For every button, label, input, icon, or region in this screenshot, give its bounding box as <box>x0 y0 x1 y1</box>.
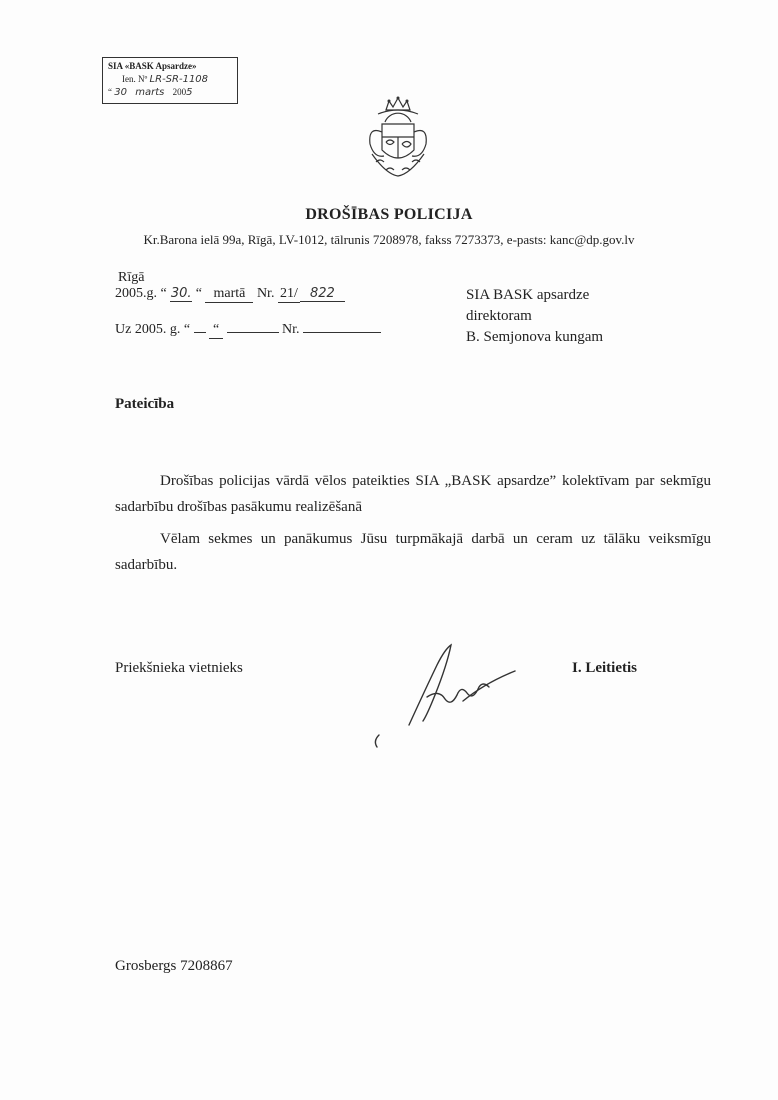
ref-date-quote: “ <box>195 286 202 301</box>
org-name: DROŠĪBAS POLICIJA <box>305 206 473 223</box>
coat-of-arms-icon <box>358 92 438 192</box>
stamp-year-suffix: 5 <box>186 87 193 98</box>
ref-line-2 <box>115 322 381 339</box>
stamp-date-day: 30 <box>114 87 127 98</box>
letter-paragraph-2: Vēlam sekmes un panākumus Jūsu turpmākajā darbā un ceram uz tālāku veiksmīgu sadarbību. <box>115 531 711 573</box>
recipient-title: direktoram <box>466 308 532 324</box>
ref2-nr-blank <box>303 332 381 333</box>
stamp-year-prefix: 200 <box>172 87 187 97</box>
signer-name: I. Leitietis <box>572 660 637 676</box>
stamp-ien-number: LR-SR-1108 <box>149 74 209 85</box>
ref2-prefix: Uz 2005. g. “ <box>115 322 191 337</box>
ref-day: 30. <box>170 286 192 301</box>
signer-role: Priekšnieka vietnieks <box>115 660 243 676</box>
ref-month: martā <box>205 286 253 303</box>
stamp-org: SIA «BASK Apsardze» <box>108 61 197 71</box>
recipient-name: B. Semjonova kungam <box>466 329 604 345</box>
ref2-quote: “ <box>209 322 223 339</box>
ref-nr-prefix: 21/ <box>278 286 300 303</box>
ref2-nr-label: Nr. <box>282 322 300 337</box>
stamp-date-row <box>108 86 232 99</box>
ref-date-prefix: 2005.g. “ <box>115 286 167 301</box>
letter-subject: Pateicība <box>115 396 175 412</box>
stamp-ien-row <box>108 73 232 86</box>
letter-paragraph-1: Drošības policijas vārdā vēlos pateikties SIA „BASK apsardze” kolektīvam par sekmīgu sadarbību drošības pasākumu realizēšanā <box>115 473 711 515</box>
contact-line: Grosbergs 7208867 <box>115 958 233 974</box>
registration-stamp <box>102 57 238 104</box>
recipient-company: SIA BASK apsardze <box>466 287 590 303</box>
stamp-date-quote: “ <box>108 87 112 97</box>
ref2-month-blank <box>227 332 279 333</box>
stamp-date-month: marts <box>135 87 165 98</box>
stamp-ien-label: Ien. Nº <box>122 74 148 84</box>
ref-nr-label: Nr. <box>256 286 275 301</box>
org-address: Kr.Barona ielā 99a, Rīgā, LV-1012, tālrunis 7208978, fakss 7273373, e-pasts: kanc@dp.gov.lv <box>143 232 635 247</box>
ref-nr-value: 822 <box>300 286 345 302</box>
city: Rīgā <box>118 270 145 285</box>
ref-line-1 <box>115 286 345 303</box>
ref2-day-blank <box>194 332 206 333</box>
recipient-block <box>466 285 603 348</box>
handwritten-signature-icon <box>365 635 525 755</box>
